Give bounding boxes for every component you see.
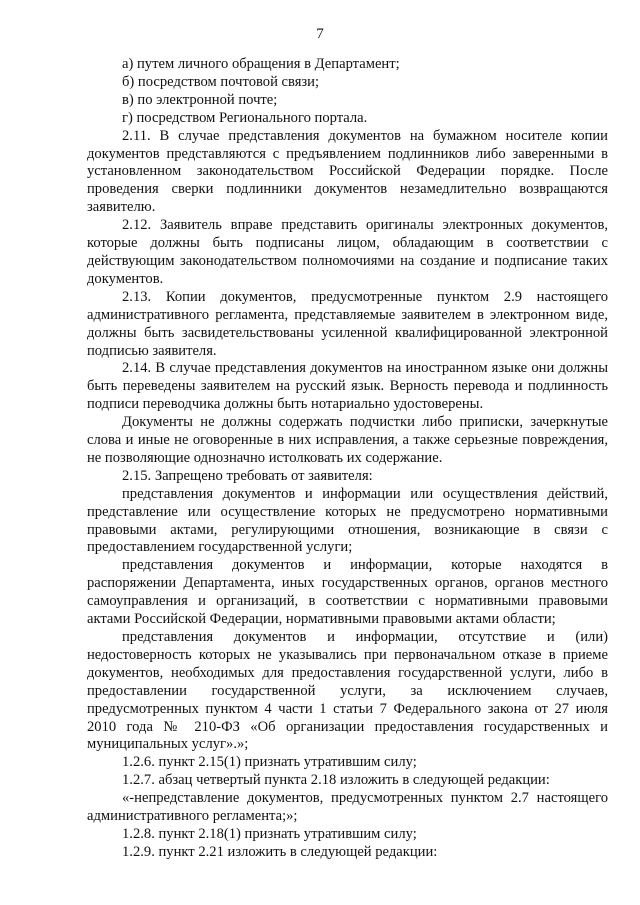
paragraph-2-15: 2.15. Запрещено требовать от заявителя: [122, 467, 373, 484]
paragraph-prohibition-3: представления документов и информации, отсутствие и (или) недостоверность которых не указывались при первоначальном отказе в приеме документов, необходимых для предоставления государственной услуги, либо в предоставлении государственной услуги, за исключением случаев, предусмотренных пунктом 4 части 1 статьи 7 Федерального закона от 27 июля 2010 года № 210-ФЗ «Об организации предоставления государственных и муниципальных услуг».»; [87, 629, 608, 753]
paragraph-2-14: 2.14. В случае представления документов на иностранном языке они должны быть переведены заявителем на русский язык. Верность перевода и подлинность подписи переводчика должны быть нотариально удостоверены. [87, 360, 608, 413]
paragraph-1-2-6: 1.2.6. пункт 2.15(1) признать утратившим силу; [122, 754, 417, 771]
paragraph-documents-requirements: Документы не должны содержать подчистки либо приписки, зачеркнутые слова и иные не оговоренные в них исправления, а также серьезные повреждения, не позволяющие однозначно истолковать их содержание. [87, 414, 608, 466]
list-item-d: г) посредством Регионального портала. [122, 109, 368, 126]
paragraph-1-2-8: 1.2.8. пункт 2.18(1) признать утратившим силу; [122, 825, 417, 842]
paragraph-prohibition-2: представления документов и информации, которые находятся в распоряжении Департамента, иных государственных органов, органов местного самоуправления и организаций, в соответствии с нормативными правовыми актами Российской Федерации, нормативными правовыми актами области; [87, 557, 608, 628]
list-item-b: б) посредством почтовой связи; [122, 73, 320, 90]
page-number: 7 [316, 26, 324, 42]
paragraph-prohibition-1: представления документов и информации или осуществления действий, представление или осуществление которых не предусмотрено нормативными правовыми актами, регулирующими отношения, возникающие в связи с предоставлением государственной услуги; [87, 485, 608, 556]
list-item-c: в) по электронной почте; [122, 91, 278, 108]
paragraph-1-2-7: 1.2.7. абзац четвертый пункта 2.18 изложить в следующей редакции: [122, 772, 550, 789]
paragraph-quote-2-18: «-непредставление документов, предусмотренных пунктом 2.7 настоящего административного регламента;»; [87, 790, 608, 825]
paragraph-2-12: 2.12. Заявитель вправе представить оригиналы электронных документов, которые должны быть подписаны лицом, обладающим в соответствии с действующим законодательством полномочиями на создание и подписание таких документов. [87, 217, 608, 287]
list-item-a: а) путем личного обращения в Департамент; [122, 56, 400, 72]
paragraph-2-13: 2.13. Копии документов, предусмотренные пунктом 2.9 настоящего административного регламента, представляемые заявителем в электронном виде, должны быть засвидетельствованы усиленной квалифицированной электронной подписью заявителя. [87, 288, 608, 359]
document-body [87, 56, 608, 862]
paragraph-2-11: 2.11. В случае представления документов на бумажном носителе копии документов представляются с предъявлением подлинников либо заверенными в установленном законодательством Российской Федерации порядке. После проведения сверки подлинники документов незамедлительно возвращаются заявителю. [87, 127, 608, 216]
paragraph-1-2-9: 1.2.9. пункт 2.21 изложить в следующей редакции: [122, 843, 438, 860]
